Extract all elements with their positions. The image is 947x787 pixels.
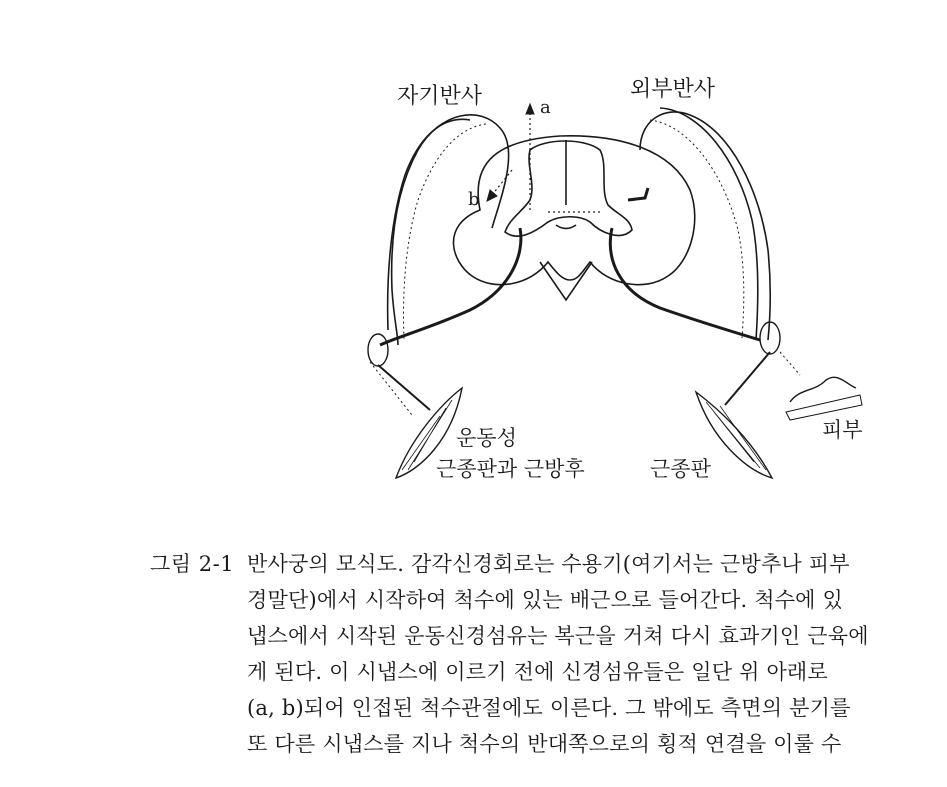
label-arrow-a: a [540, 97, 551, 118]
right-nerve-loop [610, 108, 800, 405]
caption-line: 게 된다. 이 시냅스에 이르기 전에 신경섬유들은 일단 위 아래로 [247, 660, 828, 684]
label-arrow-b: b [468, 189, 480, 210]
caption-line: 반사궁의 모식도. 감각신경회로는 수용기(여기서는 근방추나 피부 [247, 552, 850, 576]
collateral-arrows [487, 104, 600, 212]
caption-label: 그림 2-1 [150, 552, 235, 576]
caption-line: 경말단)에서 시작하여 척수에 있는 배근으로 들어간다. 척수에 있 [247, 588, 844, 612]
caption-line: (a, b)되어 인접된 척수관절에도 이른다. 그 밖에도 측면의 분기를 [247, 696, 851, 720]
left-nerve-loop [368, 115, 521, 415]
label-exogenic-reflex: 외부반사 [630, 77, 716, 102]
spinal-cord [453, 136, 694, 300]
label-muscle-endplate: 근종판 [650, 457, 711, 481]
label-autogenic-reflex: 자기반사 [397, 84, 483, 109]
skin-patch [786, 377, 862, 420]
caption-line: 냅스에서 시작된 운동신경섬유는 복근을 거쳐 다시 효과기인 근육에 [247, 624, 869, 648]
caption-line: 또 다른 시냅스를 지나 척수의 반대쪽으로의 횡적 연결을 이룰 수 [247, 732, 842, 756]
label-skin: 피부 [822, 418, 863, 442]
label-motor-line2: 근종판과 근방후 [436, 457, 585, 481]
label-motor-line1: 운동성 [456, 426, 517, 450]
